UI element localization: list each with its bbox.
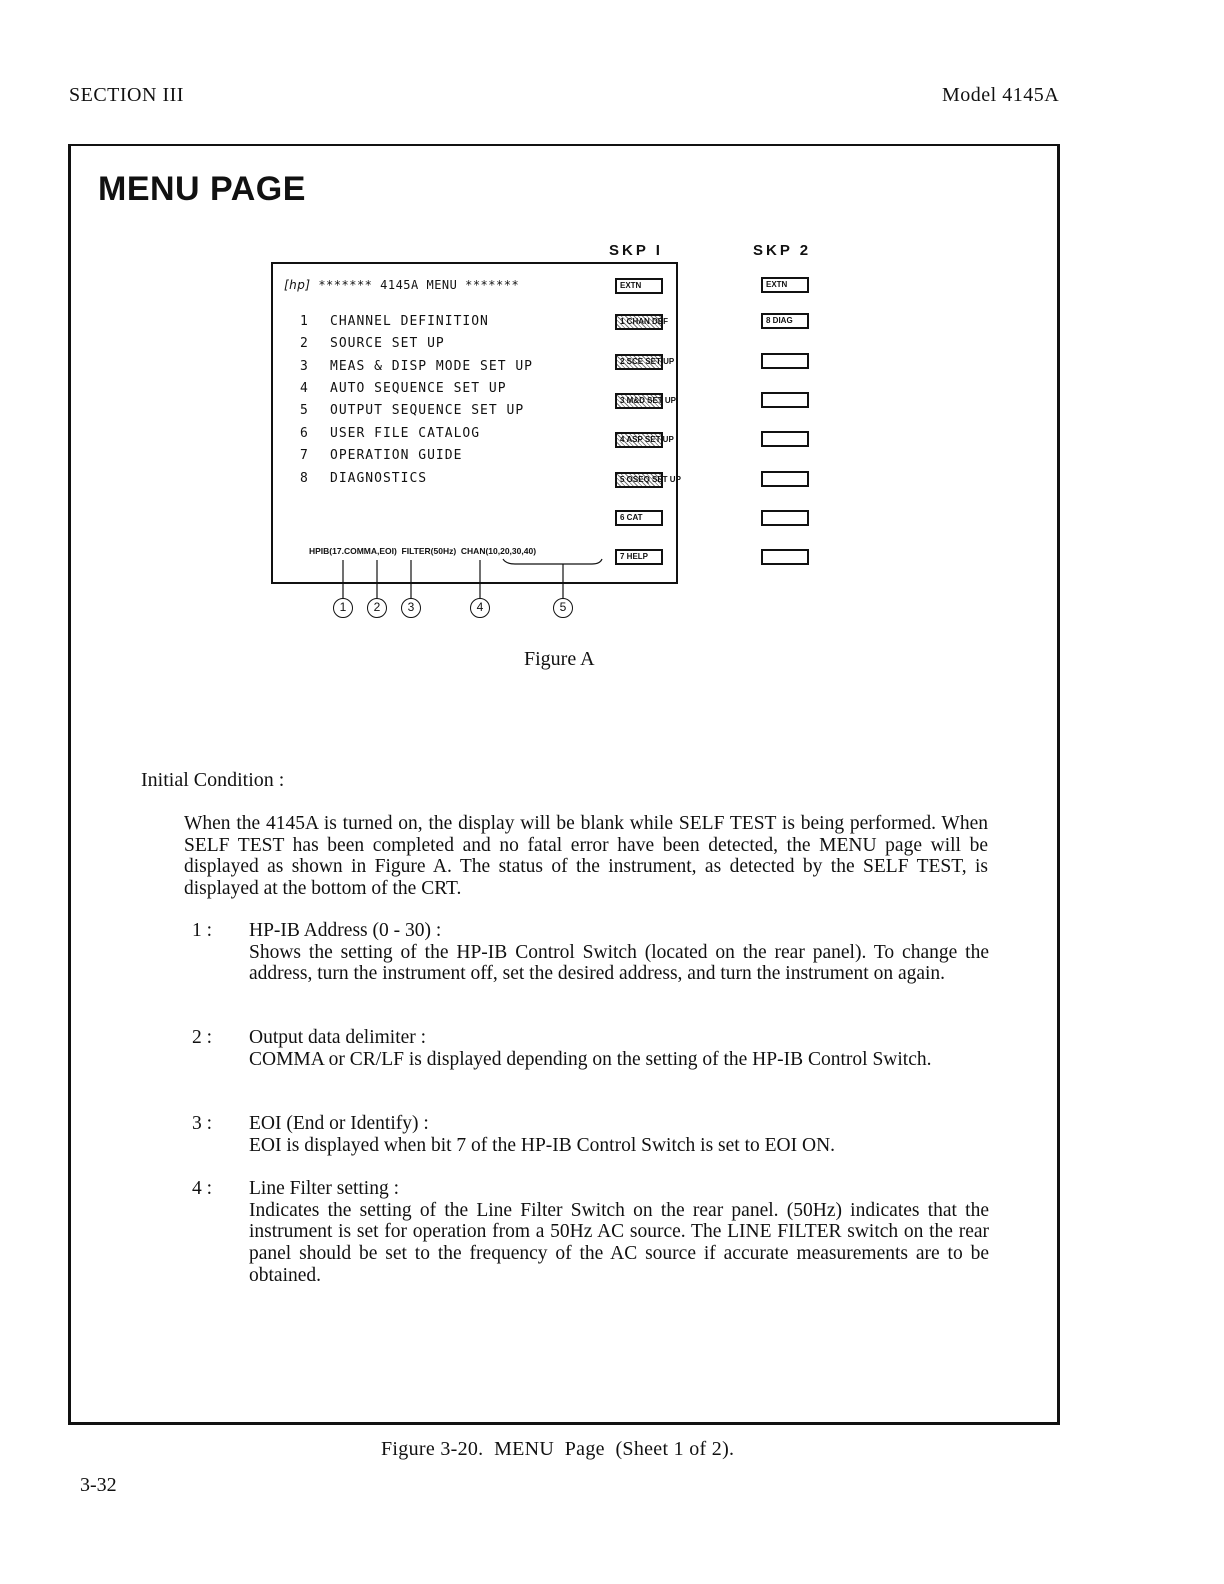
menu-item xyxy=(300,314,489,329)
item-text: Indicates the setting of the Line Filter Switch on the rear panel. (50Hz) indicates that the instrument is set for operation from a 50Hz AC source. The LINE FILTER switch on the rear panel should be set to the frequency of the AC source if accurate measurements are to be obtained. xyxy=(249,1199,989,1286)
skp1-key-cat[interactable]: 6 CAT xyxy=(615,510,663,526)
page-title: MENU PAGE xyxy=(98,170,306,208)
callout-3: 3 xyxy=(401,598,421,618)
menu-item-number: 1 xyxy=(300,314,309,329)
skp2-key-blank[interactable] xyxy=(761,549,809,565)
item-number: 2 : xyxy=(192,1027,213,1048)
item-title: EOI (End or Identify) : xyxy=(249,1113,429,1134)
item-body xyxy=(249,920,989,985)
item-number: 3 : xyxy=(192,1113,213,1134)
skp2-key-blank[interactable] xyxy=(761,431,809,447)
menu-item-label: SOURCE SET UP xyxy=(330,336,445,351)
section-label: SECTION III xyxy=(69,84,184,106)
menu-item xyxy=(300,403,524,418)
menu-item-number: 6 xyxy=(300,426,309,441)
menu-item-label: DIAGNOSTICS xyxy=(330,471,428,486)
model-label: Model 4145A xyxy=(942,84,1060,106)
skp1-key-md-setup[interactable]: 3 M&D SET UP xyxy=(615,393,663,409)
skp2-key-blank[interactable] xyxy=(761,471,809,487)
item-body xyxy=(249,1027,989,1070)
callout-4: 4 xyxy=(470,598,490,618)
callout-5: 5 xyxy=(553,598,573,618)
menu-item-number: 3 xyxy=(300,359,309,374)
skp1-key-extn[interactable]: EXTN xyxy=(615,278,663,294)
skp1-key-chan-def[interactable]: 1 CHAN DEF xyxy=(615,314,663,330)
item-title: Line Filter setting : xyxy=(249,1178,400,1199)
menu-item-number: 5 xyxy=(300,403,309,418)
item-body xyxy=(249,1178,989,1287)
item-text: EOI is displayed when bit 7 of the HP-IB Control Switch is set to EOI ON. xyxy=(249,1134,836,1156)
item-text: Shows the setting of the HP-IB Control Switch (located on the rear panel). To change the address, turn the instrument off, set the desired address, and turn the instrument on again. xyxy=(249,941,989,985)
menu-item xyxy=(300,426,480,441)
callout-2: 2 xyxy=(367,598,387,618)
skp1-key-oseq-setup[interactable]: 5 OSEQ SET UP xyxy=(615,472,663,488)
crt-title-text: ******* 4145A MENU ******* xyxy=(318,278,520,292)
figure-a-caption: Figure A xyxy=(524,648,595,670)
item-title: HP-IB Address (0 - 30) : xyxy=(249,920,442,941)
menu-item xyxy=(300,448,462,463)
initial-condition-heading: Initial Condition : xyxy=(141,769,285,791)
skp2-key-blank[interactable] xyxy=(761,353,809,369)
menu-item-label: AUTO SEQUENCE SET UP xyxy=(330,381,507,396)
skp2-key-blank[interactable] xyxy=(761,392,809,408)
menu-item-label: CHANNEL DEFINITION xyxy=(330,314,489,329)
page-number: 3-32 xyxy=(80,1474,117,1496)
initial-condition-paragraph: When the 4145A is turned on, the display will be blank while SELF TEST is being performed. When SELF TEST has been completed and no fatal error have been detected, the MENU page will be displayed as shown in Figure A. The status of the instrument, as detected by the SELF TEST, is displayed at the bottom of the CRT. xyxy=(184,813,988,900)
menu-item-label: OUTPUT SEQUENCE SET UP xyxy=(330,403,525,418)
menu-item xyxy=(300,336,445,351)
menu-item-number: 4 xyxy=(300,381,309,396)
skp1-label: SKP I xyxy=(609,242,663,259)
skp2-label: SKP 2 xyxy=(753,242,812,259)
crt-status-line: HPIB(17.COMMA,EOI) FILTER(50Hz) CHAN(10,20,30,40) xyxy=(309,546,537,556)
item-title: Output data delimiter : xyxy=(249,1027,427,1048)
skp1-key-sce-setup[interactable]: 2 SCE SET UP xyxy=(615,354,663,370)
menu-item-label: MEAS & DISP MODE SET UP xyxy=(330,359,534,374)
menu-item-number: 7 xyxy=(300,448,309,463)
menu-item xyxy=(300,381,507,396)
item-number: 1 : xyxy=(192,920,213,941)
callout-1: 1 xyxy=(333,598,353,618)
crt-title xyxy=(284,278,519,292)
skp1-key-asp-setup[interactable]: 4 ASP SET UP xyxy=(615,432,663,448)
item-body xyxy=(249,1113,989,1156)
item-text: COMMA or CR/LF is displayed depending on the setting of the HP-IB Control Switch. xyxy=(249,1048,932,1070)
menu-item-number: 8 xyxy=(300,471,309,486)
menu-item-number: 2 xyxy=(300,336,309,351)
skp2-key-blank[interactable] xyxy=(761,510,809,526)
menu-item-label: USER FILE CATALOG xyxy=(330,426,481,441)
callout-leaders xyxy=(300,556,620,602)
menu-item xyxy=(300,471,427,486)
item-number: 4 : xyxy=(192,1178,213,1199)
skp2-key-extn[interactable]: EXTN xyxy=(761,277,809,293)
crt-screen xyxy=(271,262,678,584)
menu-item-label: OPERATION GUIDE xyxy=(330,448,463,463)
hp-logo: [hp] xyxy=(284,278,311,292)
skp2-key-diag[interactable]: 8 DIAG xyxy=(761,313,809,329)
figure-caption: Figure 3-20. MENU Page (Sheet 1 of 2). xyxy=(381,1438,735,1460)
skp1-key-help[interactable]: 7 HELP xyxy=(615,549,663,565)
menu-item xyxy=(300,359,533,374)
